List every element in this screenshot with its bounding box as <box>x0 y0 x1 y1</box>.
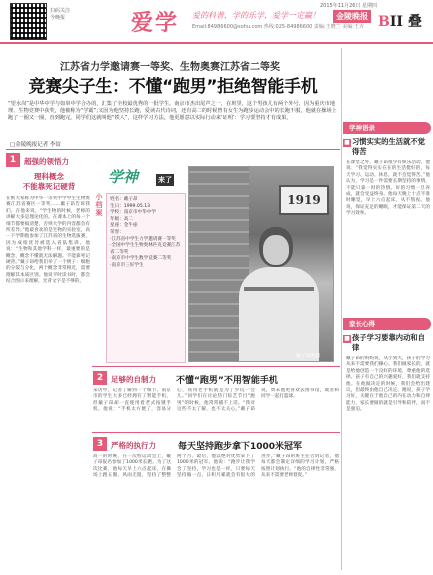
section-title: 严格的执行力 <box>111 441 156 450</box>
masthead <box>0 0 433 44</box>
profile-label: 小档案 <box>95 193 103 217</box>
profile-line: 姓名：戴子昂 <box>110 197 138 202</box>
sidebar-body: 戴子昂的妈妈说，从小到大，孩子的学习从来不需要我们操心。我们做家长的，就是给他创造一个良好的环境，尊重他的选择。孩子有自己的兴趣爱好，我们就支持他。在他做决定的时候，我们会给出建议，但最终由他自己决定。她说，孩子学习好，关键在于他自己的内在动力和自律能力，家长要做的就是引导和陪伴，而不是强迫。 <box>346 356 430 413</box>
qr-code-icon <box>10 3 47 40</box>
xueshen-banner <box>106 166 176 190</box>
photo-credit: 戴子昂供图 <box>296 354 320 359</box>
profile-line: 荣誉： <box>110 229 124 235</box>
section-name: 爱学 <box>131 10 180 36</box>
section-subhead: 不懂“跑男”不用智能手机 <box>176 376 278 386</box>
section-body: 在被大家称为中华一等奖中学中生生物奥赛江苏省赛区一等奖……戴子昂告诉我们，在他来说，“学生物的时候，老师的讲解大多是理论化的。在课本上的每一个细节都要搞清楚，否则大学的内容都会有所差异。”他最喜欢的是生物的实验室。高一下学期他参加了江苏省的生物选拔赛，因为成绩优异被选入省队集训。他说：“生物和其他学科一样，最重要的是概念，概念不懂就无法解题。不能靠死记硬背。”戴子昂给我们举了一个例子：细胞的分裂与分化，两个概念非常相近，需要理解其本质区别。他说平时读书时，都会结合图示来理解，光背文字是不够的。 <box>6 196 90 285</box>
profile-card <box>106 193 186 363</box>
student-photo <box>188 166 334 362</box>
profile-line: 生日：1999.05.13 <box>110 203 151 209</box>
bullet-icon: ■ <box>344 139 350 146</box>
section-title: 超强的领悟力 <box>24 157 69 166</box>
newspaper-logo: 金陵晚报 <box>333 10 371 23</box>
qr-caption: 扫码关注 今晚报 <box>50 8 71 21</box>
contact-line: Email:84986600@sohu.com 热线:025-84986600 责编:王晓兰 美编:王卉 <box>192 24 364 30</box>
divider <box>92 366 340 367</box>
byline: □金陵晚报记者 李谊 <box>10 142 61 148</box>
section-slogan: 爱的科普，学的乐学，爱学一定赢！ <box>192 11 320 20</box>
profile-line: ·南京市三好学生 <box>110 262 144 268</box>
section-title: 足够的自制力 <box>111 375 156 384</box>
section-subhead: 每天坚持跑步拿下1000米冠军 <box>178 442 303 452</box>
issue-date: 2015年11月26日 星期四 <box>320 3 378 9</box>
main-headline: 竞赛尖子生：不懂“跑男”拒绝智能手机 <box>28 77 318 97</box>
article-lead: “望水岗”是中华中学与如皋中学合办的，汇集了全校最优秀的一批学生。南京市杰出尾声之一，在班里，这个男孩儿有两个外号，因为重庆市地理、生物竞赛中获奖，他被称为“学霸”;又因为他坚持长跑，爱读古代诗词，还有高二的时候曾有女生为跑步运动会中的长跑不服，他就在操场上跑了一圈又一圈，直到跑完。同学们这就叫他“铁人”，这样学习方法，他更愿意以实际行动来‘证明’：学习要坚持才有成果。 <box>8 101 337 121</box>
page-letter: B <box>378 14 390 30</box>
photo-stripe <box>244 287 314 291</box>
page-code <box>378 11 422 31</box>
divider <box>92 432 340 433</box>
profile-line: 年级：高二 <box>110 216 133 222</box>
section-body: 采访中，记者了解到一个细节，南京市的学生大多已经拥有了智能手机，但戴子昂却一直使用着老式按键手机。他说：“手机太方便了，容易分心，我用老手机就是为了少玩一会儿。”同学们在讨论热门综艺节目“跑男”的时候，他常常插不上话。“我对这些不太了解，也不太关心。”戴子昂说，周末他更喜欢去图书馆，或者和同学一起打篮球。 <box>93 388 339 413</box>
bullet-icon: ■ <box>344 335 350 342</box>
pull-quote: 理科概念 不能靠死记硬背 <box>22 172 76 191</box>
profile-line: ·全国中学生生物奥林匹克竞赛江苏省二等奖 <box>110 243 181 255</box>
section-body: 高一的时候，在一次校运动会上，戴子昂报名参加了1000米长跑。为了这次比赛，他每天早上六点起床，在操场上跑五圈，风雨无阻，坚持了整整两个月。最后，他以绝对优势拿下了1000米的冠军。他说：“跑步让我学会了坚持，学习也是一样，只要每天坚持做一点，日积月累就会有很大的进步。”戴子昂的班主任告诉记者，他每天都会制定详细的学习计划，严格按照计划执行。“他的自律性非常强，从来不需要老师督促。” <box>93 454 339 479</box>
photo-body <box>239 267 319 362</box>
section-number: 1 <box>6 153 20 167</box>
sidebar-divider <box>341 48 342 570</box>
headline-kicker: 江苏省力学邀请赛一等奖、生物奥赛江苏省二等奖 <box>60 62 280 73</box>
divider <box>6 149 340 150</box>
page-rest: II 叠 <box>389 14 422 30</box>
sidebar-tag: 学神语录 <box>343 122 431 134</box>
photo-sign: 1919 <box>279 185 329 215</box>
profile-line: ·江苏省中学生力学邀请赛一等奖 <box>110 236 176 242</box>
section-number: 2 <box>93 371 107 385</box>
photo-face <box>263 235 289 265</box>
profile-line: 学校：南京市中华中学 <box>110 210 156 216</box>
sidebar-body: 在课堂之外，戴子昂很少有娱乐活动。他说：“我觉得实实在在的生活挺好的，每天学习、运动、休息，就不会觉得苦。”他认为，学习是一件需要长期坚持的事情，不能只靠一时的热情。好的习惯一旦养成，就会受益终身。他每天晚上十点半准时睡觉，早上六点起床，从不熬夜。他说，保证充足的睡眠，才能保证第二天的学习效率。 <box>346 160 430 217</box>
section-number: 3 <box>93 437 107 451</box>
profile-line: 星座：金牛座 <box>110 223 138 229</box>
profile-line: ·南京市中学生数学竞赛二等奖 <box>110 256 172 262</box>
banner-big-text: 学神 <box>108 168 139 186</box>
sidebar-heading: 习惯实实的生活就不觉得苦 <box>352 137 425 156</box>
sidebar-heading: 孩子学习要靠内动和自律 <box>352 333 425 352</box>
banner-small-text: 来了 <box>158 176 172 184</box>
sidebar-tag: 家长心得 <box>343 318 431 330</box>
